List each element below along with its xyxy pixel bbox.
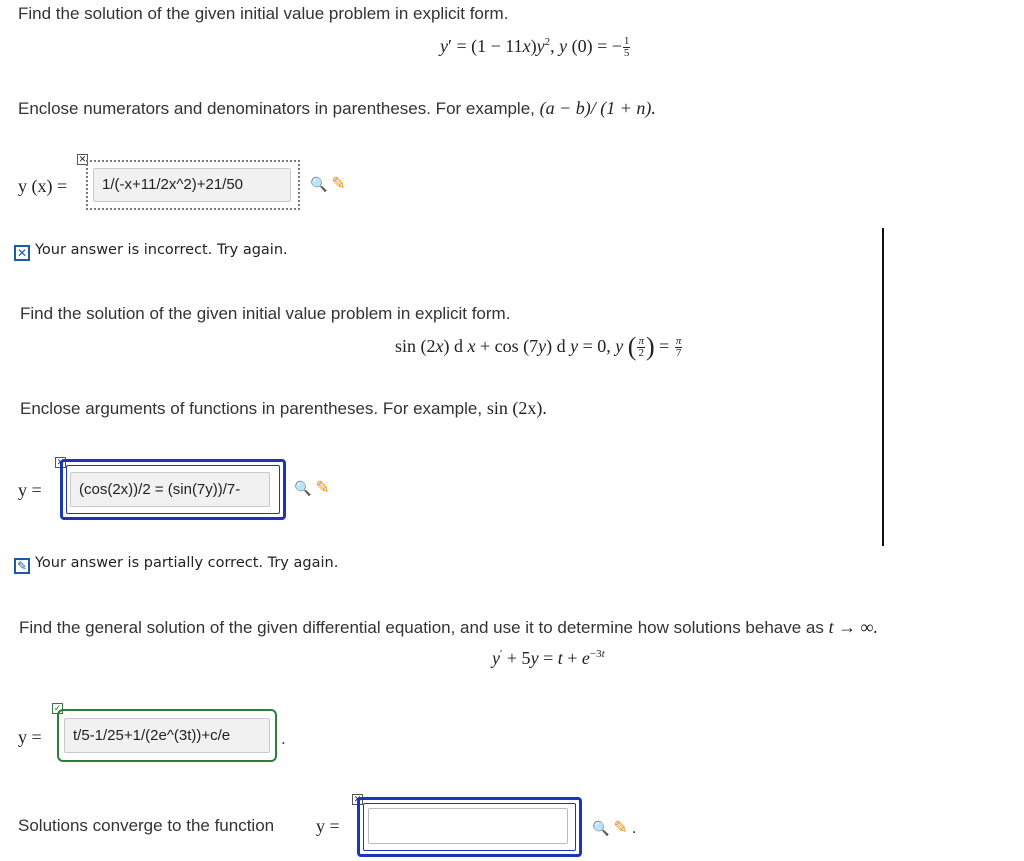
q1-tools: [310, 174, 350, 194]
q1-answer-label: y (x) =: [18, 176, 68, 196]
q3-converge-mark-icon: ✕: [353, 794, 362, 804]
partially-correct-icon: ✎: [14, 558, 30, 574]
q3-prompt-text: Find the general solution of the given differential equation, and use it to determine how solutions behave as: [19, 618, 824, 637]
preview-icon[interactable]: 🔍: [310, 176, 328, 192]
q1-prompt: Find the solution of the given initial value problem in explicit form.: [18, 4, 509, 23]
q1-status-text: Your answer is incorrect. Try again.: [35, 242, 288, 258]
q3-converge-suffix: .: [631, 818, 637, 837]
preview-icon[interactable]: 🔍: [592, 820, 610, 836]
q3-prompt-tail: t → ∞.: [828, 617, 878, 637]
q2-mark-icon: ✕: [56, 457, 65, 467]
edit-icon[interactable]: ✎: [331, 174, 346, 193]
q1-hint-example: (a − b)/ (1 + n).: [539, 98, 656, 118]
q1-answer-input[interactable]: 1/(-x+11/2x^2)+21/50: [93, 168, 291, 202]
q2-status-text: Your answer is partially correct. Try again.: [35, 555, 339, 571]
edit-icon[interactable]: ✎: [613, 818, 628, 837]
q2-hint: [20, 398, 547, 419]
q1-mark-icon: ✕: [78, 154, 87, 164]
preview-icon[interactable]: 🔍: [294, 480, 312, 496]
q3-converge-text: Solutions converge to the function: [18, 816, 275, 835]
q3-equation: $y' + 5y = t + e^{-3t}$: [492, 648, 605, 668]
q3-converge-label: y =: [316, 816, 340, 836]
q1-hint: [18, 98, 656, 119]
q2-prompt: Find the solution of the given initial value problem in explicit form.: [20, 304, 511, 323]
q1-hint-prefix: Enclose numerators and denominators in parentheses. For example,: [18, 99, 535, 118]
q3-check-icon: ✓: [53, 703, 62, 713]
q3-converge-input[interactable]: [368, 808, 568, 844]
vertical-divider: [882, 228, 884, 546]
q1-equation: $y' = (1 - 11x)y^2$, y (0) = − $\frac{1}{5}$: [440, 35, 630, 60]
incorrect-icon: ✕: [14, 245, 30, 261]
q2-tools: [294, 478, 334, 498]
q3-tools: [592, 818, 636, 838]
q2-hint-prefix: Enclose arguments of functions in parentheses. For example,: [20, 399, 483, 418]
q3-answer-input[interactable]: t/5-1/25+1/(2e^(3t))+c/e: [64, 718, 270, 753]
q2-hint-example: sin (2x).: [486, 398, 547, 418]
q3-answer-suffix: .: [281, 729, 286, 748]
q2-answer-input[interactable]: (cos(2x))/2 = (sin(7y))/7-: [70, 472, 270, 507]
q2-equation: sin (2x) d x + cos (7y) d y = 0, y ( $\frac{\pi}{2}$ ) = $\frac{\pi}{7}$: [395, 332, 682, 361]
q2-answer-label: y =: [18, 480, 42, 500]
q2-status: [14, 555, 338, 574]
q3-answer-label: y =: [18, 727, 42, 747]
q3-prompt: [19, 617, 878, 638]
q1-fraction: $\frac{1}{5}$: [623, 35, 630, 60]
edit-icon[interactable]: ✎: [315, 478, 330, 497]
q1-status: [14, 242, 288, 261]
